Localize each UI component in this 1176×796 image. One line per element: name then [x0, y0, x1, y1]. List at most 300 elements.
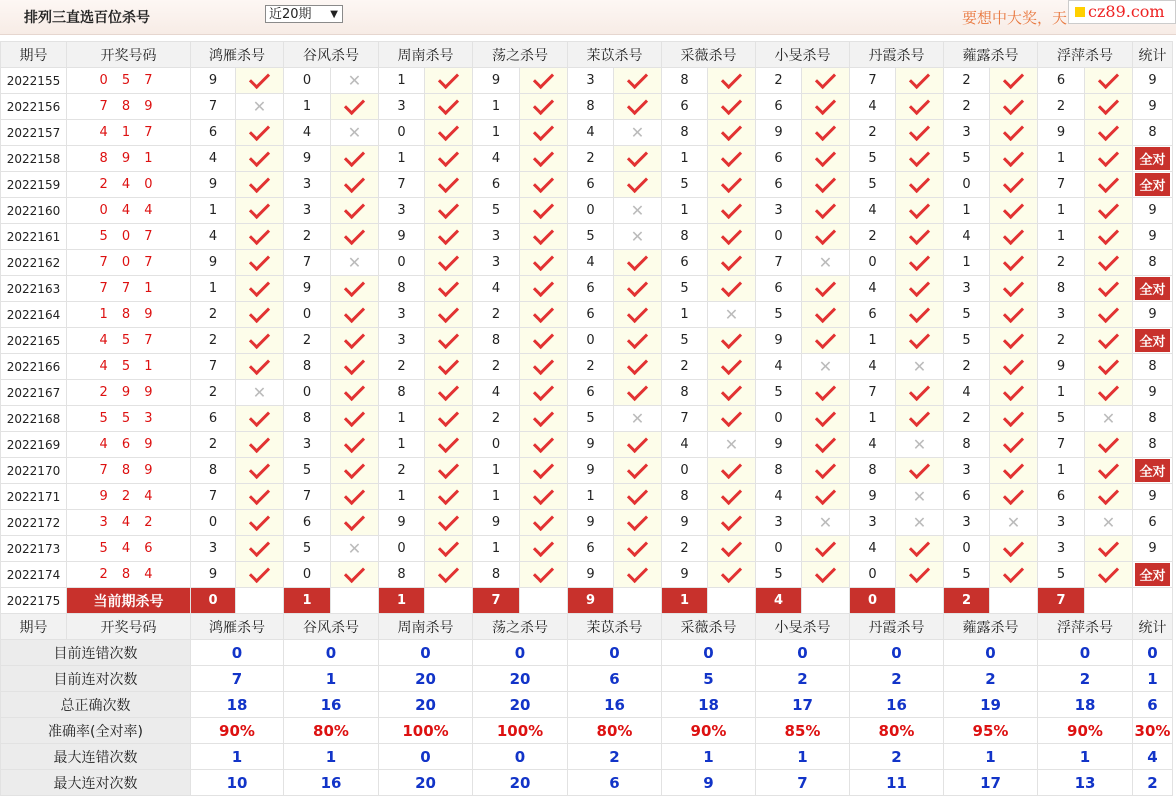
- check-icon: [249, 536, 270, 557]
- summary-value: 0: [850, 640, 944, 666]
- hit-cell: [520, 328, 568, 354]
- kill-number-cell: 7: [756, 250, 802, 276]
- draw-number-cell: 4 5 1: [67, 354, 191, 380]
- kill-number-cell: 9: [473, 68, 520, 94]
- hit-cell: [708, 562, 756, 588]
- kill-number-cell: 0: [568, 198, 614, 224]
- check-icon: [533, 536, 554, 557]
- hit-cell: [896, 458, 944, 484]
- column-header-expert: 鸿雁杀号: [191, 614, 284, 640]
- kill-number-cell: 8: [756, 458, 802, 484]
- check-icon: [344, 172, 365, 193]
- kill-number-cell: 4: [850, 432, 896, 458]
- check-icon: [344, 432, 365, 453]
- kill-number-cell: 8: [662, 68, 708, 94]
- site-watermark[interactable]: [1068, 0, 1176, 24]
- all-correct-badge: 全对: [1135, 329, 1169, 352]
- kill-number-cell: 8: [1038, 276, 1085, 302]
- check-icon: [815, 328, 836, 349]
- summary-label: 目前连对次数: [1, 666, 191, 692]
- kill-number-cell: 8: [568, 94, 614, 120]
- table-row: [1, 172, 1173, 198]
- summary-value: 6: [568, 666, 662, 692]
- summary-value: 0: [568, 640, 662, 666]
- summary-value: 18: [1038, 692, 1133, 718]
- stat-cell: [1133, 172, 1173, 198]
- draw-number-cell: 4 5 7: [67, 328, 191, 354]
- check-icon: [627, 510, 648, 531]
- draw-number-cell: 4 6 9: [67, 432, 191, 458]
- column-header-expert: 荡之杀号: [473, 614, 568, 640]
- summary-value: 90%: [191, 718, 284, 744]
- kill-number-cell: 3: [568, 68, 614, 94]
- summary-row: [1, 640, 1173, 666]
- issue-cell: 2022173: [1, 536, 67, 562]
- summary-value: 2: [756, 666, 850, 692]
- miss-cell: [331, 536, 379, 562]
- kill-number-cell: 0: [284, 380, 331, 406]
- kill-number-cell: 1: [662, 198, 708, 224]
- hit-cell: [614, 146, 662, 172]
- hit-cell: [331, 406, 379, 432]
- kill-number-cell: 8: [379, 380, 425, 406]
- check-icon: [721, 510, 742, 531]
- summary-value: 80%: [850, 718, 944, 744]
- draw-number-cell: 1 8 9: [67, 302, 191, 328]
- kill-number-cell: 4: [568, 120, 614, 146]
- check-icon: [249, 328, 270, 349]
- hit-cell: [614, 250, 662, 276]
- column-header-expert: 小旻杀号: [756, 42, 850, 68]
- summary-value: 20: [379, 770, 473, 796]
- kill-number-cell: 2: [1038, 328, 1085, 354]
- draw-number-cell: 2 9 9: [67, 380, 191, 406]
- kill-number-cell: 9: [756, 120, 802, 146]
- summary-stat: 2: [1133, 770, 1173, 796]
- draw-number-cell: 8 9 1: [67, 146, 191, 172]
- hit-cell: [802, 94, 850, 120]
- issue-cell: 2022161: [1, 224, 67, 250]
- check-icon: [721, 380, 742, 401]
- table-row: [1, 536, 1173, 562]
- kill-number-cell: 5: [284, 536, 331, 562]
- check-icon: [627, 276, 648, 297]
- kill-number-cell: 6: [1038, 68, 1085, 94]
- kill-number-cell: 2: [284, 328, 331, 354]
- summary-value: 0: [284, 640, 379, 666]
- check-icon: [909, 328, 930, 349]
- hit-cell: [520, 276, 568, 302]
- hit-cell: [236, 172, 284, 198]
- kill-number-cell: 0: [379, 250, 425, 276]
- hit-cell: [425, 432, 473, 458]
- range-select[interactable]: [265, 5, 343, 23]
- kill-number-cell: 9: [568, 432, 614, 458]
- kill-number-cell: 8: [850, 458, 896, 484]
- hit-cell: [1085, 354, 1133, 380]
- summary-label: 最大连对次数: [1, 770, 191, 796]
- check-icon: [909, 276, 930, 297]
- kill-number-cell: 6: [756, 94, 802, 120]
- check-icon: [1003, 484, 1024, 505]
- check-icon: [721, 484, 742, 505]
- hit-cell: [331, 94, 379, 120]
- kill-number-cell: 8: [662, 380, 708, 406]
- hit-cell: [708, 94, 756, 120]
- kill-number-cell: 1: [284, 94, 331, 120]
- hit-cell: [425, 536, 473, 562]
- check-icon: [815, 536, 836, 557]
- kill-number-cell: 9: [662, 510, 708, 536]
- stat-cell: [1133, 458, 1173, 484]
- kill-number-cell: 9: [568, 510, 614, 536]
- kill-number-cell: 5: [756, 302, 802, 328]
- table-row: [1, 484, 1173, 510]
- kill-number-cell: 1: [568, 484, 614, 510]
- kill-number-cell: 5: [756, 562, 802, 588]
- kill-number-cell: 4: [473, 146, 520, 172]
- hit-cell: [802, 536, 850, 562]
- hit-cell: [331, 224, 379, 250]
- empty-cell: [425, 588, 473, 614]
- check-icon: [438, 406, 459, 427]
- kill-number-cell: 9: [756, 328, 802, 354]
- current-kill-number: 0: [191, 588, 236, 614]
- summary-value: 0: [756, 640, 850, 666]
- check-icon: [909, 458, 930, 479]
- hit-cell: [1085, 120, 1133, 146]
- hit-cell: [236, 510, 284, 536]
- kill-number-cell: 0: [944, 172, 990, 198]
- hit-cell: [520, 510, 568, 536]
- current-kill-number: 9: [568, 588, 614, 614]
- stat-cell: 9: [1133, 380, 1173, 406]
- hit-cell: [708, 224, 756, 250]
- kill-number-cell: 2: [944, 406, 990, 432]
- kill-number-cell: 1: [850, 328, 896, 354]
- kill-number-cell: 3: [284, 198, 331, 224]
- check-icon: [909, 146, 930, 167]
- kill-number-cell: 1: [473, 458, 520, 484]
- check-icon: [438, 198, 459, 219]
- table-row: [1, 94, 1173, 120]
- kill-number-cell: 5: [944, 328, 990, 354]
- summary-value: 9: [662, 770, 756, 796]
- chevron-down-icon: ▼: [330, 9, 338, 20]
- kill-number-cell: 1: [1038, 380, 1085, 406]
- kill-number-cell: 4: [756, 354, 802, 380]
- summary-value: 80%: [284, 718, 379, 744]
- summary-stat: 4: [1133, 744, 1173, 770]
- kill-number-cell: 6: [756, 146, 802, 172]
- check-icon: [249, 484, 270, 505]
- stat-cell: 6: [1133, 510, 1173, 536]
- check-icon: [344, 198, 365, 219]
- check-icon: [909, 198, 930, 219]
- check-icon: [1003, 406, 1024, 427]
- cross-icon: ✕: [1101, 409, 1116, 428]
- summary-value: 20: [379, 666, 473, 692]
- all-correct-badge: 全对: [1135, 147, 1169, 170]
- summary-value: 2: [1038, 666, 1133, 692]
- issue-cell: 2022157: [1, 120, 67, 146]
- stat-cell: 9: [1133, 302, 1173, 328]
- cross-icon: ✕: [912, 513, 927, 532]
- kill-number-cell: 9: [379, 224, 425, 250]
- hit-cell: [614, 276, 662, 302]
- kill-number-cell: 8: [662, 120, 708, 146]
- hit-cell: [802, 432, 850, 458]
- kill-number-cell: 3: [1038, 510, 1085, 536]
- miss-cell: [331, 250, 379, 276]
- hit-cell: [896, 250, 944, 276]
- miss-cell: [236, 380, 284, 406]
- kill-number-cell: 5: [568, 406, 614, 432]
- check-icon: [438, 328, 459, 349]
- kill-number-cell: 7: [284, 484, 331, 510]
- hit-cell: [331, 146, 379, 172]
- stat-cell: 9: [1133, 484, 1173, 510]
- check-icon: [909, 120, 930, 141]
- hit-cell: [520, 250, 568, 276]
- kill-number-cell: 9: [568, 458, 614, 484]
- kill-number-cell: 2: [1038, 250, 1085, 276]
- hit-cell: [990, 354, 1038, 380]
- check-icon: [721, 406, 742, 427]
- check-icon: [627, 536, 648, 557]
- kill-number-cell: 1: [850, 406, 896, 432]
- check-icon: [815, 432, 836, 453]
- check-icon: [438, 224, 459, 245]
- hit-cell: [802, 276, 850, 302]
- kill-number-cell: 6: [850, 302, 896, 328]
- issue-cell: 2022156: [1, 94, 67, 120]
- summary-value: 5: [662, 666, 756, 692]
- cross-icon: ✕: [630, 227, 645, 246]
- kill-number-cell: 2: [662, 536, 708, 562]
- kill-number-cell: 6: [662, 250, 708, 276]
- hit-cell: [331, 380, 379, 406]
- kill-number-cell: 2: [191, 328, 236, 354]
- check-icon: [533, 198, 554, 219]
- check-icon: [533, 562, 554, 583]
- hit-cell: [802, 172, 850, 198]
- summary-value: 16: [284, 692, 379, 718]
- check-icon: [815, 172, 836, 193]
- check-icon: [1003, 354, 1024, 375]
- check-icon: [909, 172, 930, 193]
- check-icon: [627, 562, 648, 583]
- hit-cell: [990, 224, 1038, 250]
- miss-cell: [1085, 406, 1133, 432]
- kill-number-cell: 1: [379, 146, 425, 172]
- check-icon: [249, 458, 270, 479]
- empty-cell: [331, 588, 379, 614]
- check-icon: [909, 224, 930, 245]
- hit-cell: [708, 146, 756, 172]
- kill-number-cell: 6: [1038, 484, 1085, 510]
- hit-cell: [331, 328, 379, 354]
- kill-number-cell: 2: [944, 68, 990, 94]
- hit-cell: [1085, 328, 1133, 354]
- check-icon: [438, 276, 459, 297]
- kill-number-cell: 1: [1038, 198, 1085, 224]
- check-icon: [533, 354, 554, 375]
- kill-number-cell: 5: [944, 302, 990, 328]
- miss-cell: [614, 120, 662, 146]
- check-icon: [815, 406, 836, 427]
- header-row: [1, 614, 1173, 640]
- hit-cell: [990, 146, 1038, 172]
- check-icon: [438, 302, 459, 323]
- check-icon: [1098, 224, 1119, 245]
- table-row: [1, 510, 1173, 536]
- kill-number-cell: 5: [284, 458, 331, 484]
- kill-number-cell: 5: [756, 380, 802, 406]
- cross-icon: ✕: [912, 357, 927, 376]
- check-icon: [438, 354, 459, 375]
- hit-cell: [990, 94, 1038, 120]
- kill-number-cell: 6: [568, 172, 614, 198]
- summary-row: [1, 718, 1173, 744]
- top-bar: [0, 0, 1176, 35]
- hit-cell: [614, 172, 662, 198]
- check-icon: [627, 172, 648, 193]
- check-icon: [815, 276, 836, 297]
- hit-cell: [802, 146, 850, 172]
- kill-number-cell: 7: [379, 172, 425, 198]
- kill-number-cell: 6: [568, 380, 614, 406]
- summary-label: 准确率(全对率): [1, 718, 191, 744]
- kill-number-cell: 8: [284, 354, 331, 380]
- check-icon: [1003, 536, 1024, 557]
- miss-cell: [990, 510, 1038, 536]
- kill-number-cell: 4: [473, 380, 520, 406]
- kill-number-cell: 7: [1038, 172, 1085, 198]
- kill-number-cell: 1: [662, 302, 708, 328]
- check-icon: [249, 354, 270, 375]
- summary-row: [1, 666, 1173, 692]
- check-icon: [909, 406, 930, 427]
- stat-cell: [1133, 562, 1173, 588]
- issue-cell: 2022159: [1, 172, 67, 198]
- kill-number-cell: 7: [850, 380, 896, 406]
- hit-cell: [990, 536, 1038, 562]
- check-icon: [815, 120, 836, 141]
- check-icon: [1003, 458, 1024, 479]
- check-icon: [344, 94, 365, 115]
- hit-cell: [990, 432, 1038, 458]
- hit-cell: [236, 302, 284, 328]
- column-header-expert: 丹霞杀号: [850, 42, 944, 68]
- kill-number-cell: 4: [944, 224, 990, 250]
- hit-cell: [708, 354, 756, 380]
- issue-cell: 2022168: [1, 406, 67, 432]
- kill-number-cell: 6: [284, 510, 331, 536]
- kill-number-cell: 3: [944, 120, 990, 146]
- hit-cell: [1085, 68, 1133, 94]
- kill-number-cell: 2: [379, 458, 425, 484]
- column-header-expert: 蕹露杀号: [944, 614, 1038, 640]
- check-icon: [627, 250, 648, 271]
- hit-cell: [520, 120, 568, 146]
- summary-value: 18: [191, 692, 284, 718]
- kill-number-cell: 7: [191, 354, 236, 380]
- kill-number-cell: 3: [379, 198, 425, 224]
- hit-cell: [614, 328, 662, 354]
- hit-cell: [331, 198, 379, 224]
- kill-number-cell: 1: [1038, 224, 1085, 250]
- hit-cell: [520, 224, 568, 250]
- summary-value: 0: [191, 640, 284, 666]
- kill-number-cell: 3: [944, 458, 990, 484]
- kill-number-cell: 3: [756, 198, 802, 224]
- kill-number-cell: 5: [473, 198, 520, 224]
- kill-number-cell: 4: [662, 432, 708, 458]
- table-row: [1, 328, 1173, 354]
- column-header-expert: 丹霞杀号: [850, 614, 944, 640]
- hit-cell: [614, 302, 662, 328]
- kill-number-cell: 2: [191, 380, 236, 406]
- miss-cell: [614, 224, 662, 250]
- check-icon: [533, 276, 554, 297]
- kill-number-cell: 1: [1038, 458, 1085, 484]
- promo-text[interactable]: 要想中大奖，天: [962, 9, 1068, 27]
- column-header-expert: 谷风杀号: [284, 614, 379, 640]
- hit-cell: [990, 562, 1038, 588]
- check-icon: [1003, 146, 1024, 167]
- kill-number-cell: 2: [473, 406, 520, 432]
- hit-cell: [990, 484, 1038, 510]
- summary-value: 1: [662, 744, 756, 770]
- kill-number-cell: 1: [379, 484, 425, 510]
- table-row: [1, 276, 1173, 302]
- check-icon: [721, 328, 742, 349]
- column-header-expert: 采薇杀号: [662, 614, 756, 640]
- issue-cell: 2022174: [1, 562, 67, 588]
- kill-number-cell: 2: [850, 120, 896, 146]
- hit-cell: [520, 68, 568, 94]
- summary-value: 0: [662, 640, 756, 666]
- hit-cell: [708, 536, 756, 562]
- current-kill-label: 当前期杀号: [67, 588, 191, 614]
- check-icon: [1098, 536, 1119, 557]
- hit-cell: [520, 406, 568, 432]
- check-icon: [1003, 172, 1024, 193]
- cross-icon: ✕: [818, 513, 833, 532]
- hit-cell: [708, 458, 756, 484]
- check-icon: [627, 380, 648, 401]
- check-icon: [533, 302, 554, 323]
- summary-value: 1: [284, 744, 379, 770]
- kill-number-cell: 3: [473, 224, 520, 250]
- check-icon: [815, 458, 836, 479]
- check-icon: [909, 562, 930, 583]
- check-icon: [1098, 484, 1119, 505]
- cross-icon: ✕: [912, 487, 927, 506]
- check-icon: [1003, 276, 1024, 297]
- cross-icon: ✕: [912, 435, 927, 454]
- issue-cell: 2022167: [1, 380, 67, 406]
- check-icon: [344, 406, 365, 427]
- stat-cell: [1133, 146, 1173, 172]
- kill-number-cell: 6: [473, 172, 520, 198]
- current-kill-number: 2: [944, 588, 990, 614]
- miss-cell: [708, 432, 756, 458]
- check-icon: [438, 432, 459, 453]
- kill-number-cell: 8: [944, 432, 990, 458]
- summary-value: 17: [944, 770, 1038, 796]
